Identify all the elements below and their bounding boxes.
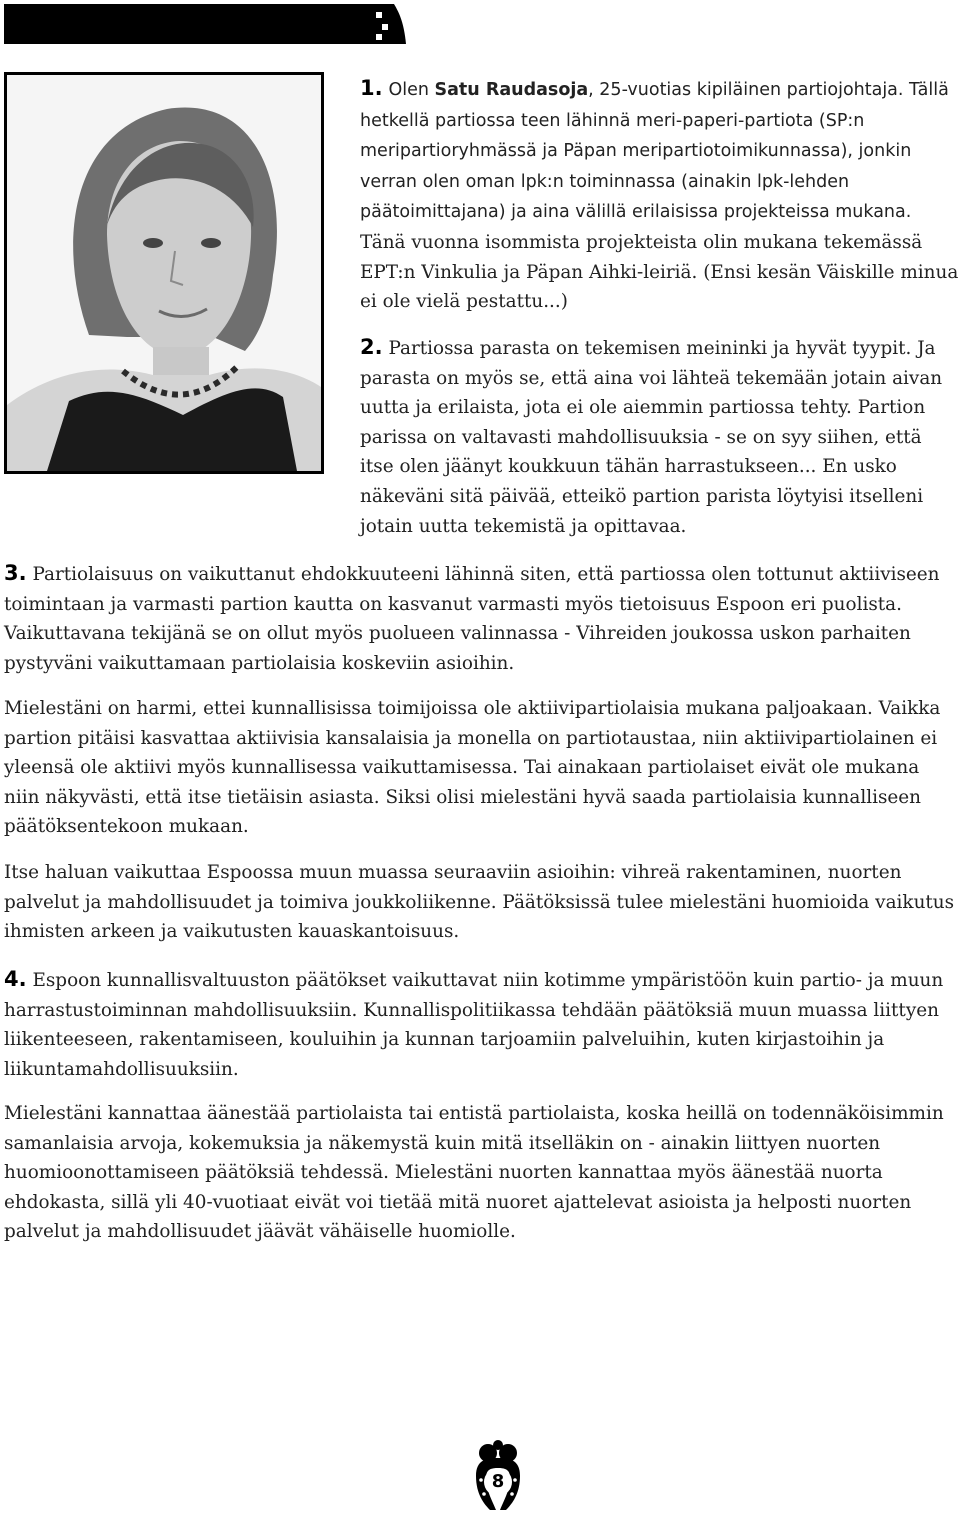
header-bar [4, 4, 372, 44]
question-number-1: 1. [360, 76, 383, 100]
answer-2-text: Partiossa parasta on tekemisen meininki ja hyvät tyypit. Ja parasta on myös se, että aina voi lähteä tekemään jotain aivan uutta ja erilaista, jota ei ole aiemmin partiossa tehty. Partion parissa on valtavasti mahdollisuuksia - se on syy siihen, että itse olen jäänyt koukkuun tähän harrastukseen... En usko näkeväni sitä päivää, etteikö partion parista löytyisi itselleni jotain uutta tekemistä ja opittavaa. [360, 338, 943, 537]
answer-4-text-1: Espoon kunnallisvaltuuston päätökset vaikuttavat niin kotimme ympäristöön kuin partio- ja muun harrastustoiminnan mahdollisuuksiin. Kunnallispolitiikassa tehdään päätöksiä muun muassa liittyen liikenteeseen, rakentamiseen, kouluihin ja kunnan tarjoamiin palveluihin, kuten kirjastoihin ja liikuntamahdollisuuksiin. [4, 970, 944, 1080]
answer-1-paragraph [360, 74, 960, 317]
answer-2-paragraph [360, 333, 960, 541]
checkered-ornament-icon [370, 4, 410, 44]
answer-3-text-1: Partiolaisuus on vaikuttanut ehdokkuuteeni lähinnä siten, että partiossa olen tottunut aktiiviseen toimintaan ja varmasti partion kautta on kasvanut varmasti myös tietoisuus Espoon eri puolista. Vaikuttavana tekijänä se on ollut myös puolueen valinnassa - Vihreiden joukossa uskon parhaiten pystyväni vaikuttamaan partiolaisia koskeviin asioihin. [4, 564, 940, 674]
answer-4-paragraph-2: Mielestäni kannattaa äänestää partiolaista tai entistä partiolaista, koska heillä on todennäköisimmin samanlaisia arvoja, kokemuksia ja näkemystä kuin mitä itselläkin on - ainakin liittyen nuorten huomioonottamiseen päätöksiä tehdessä. Mielestäni nuorten kannattaa myös äänestää nuorta ehdokasta, sillä yli 40-vuotiaat eivät voi tietää mitä nuoret ajattelevat asioista ja helposti nuorten palvelut ja mahdollisuudet jäävät vähäiselle huomiolle. [4, 1103, 944, 1243]
answer-3-paragraph-3: Itse haluan vaikuttaa Espoossa muun muassa seuraaviin asioihin: vihreä rakentaminen, nuorten palvelut ja mahdollisuudet ja toimiva joukkoliikenne. Päätöksissä tulee mielestäni huomioida vaikutus ihmisten arkeen ja vaikutusten kauaskantoisuus. [4, 862, 955, 943]
portrait-photo [4, 72, 324, 474]
answer-3-paragraph-1 [4, 559, 960, 678]
answer-4-paragraph-1 [4, 965, 960, 1084]
answer-1-body: Tänä vuonna isommista projekteista olin mukana tekemässä EPT:n Vinkulia ja Päpan Aihki-leiriä. (Ensi kesän Väiskille minua ei ole vielä pestattu...) [360, 231, 959, 313]
page-number: 8 [491, 1471, 505, 1492]
answer-1-lead: Olen [388, 80, 435, 100]
portrait-illustration [7, 75, 321, 471]
answer-1-lead-rest: , 25-vuotias kipiläinen partiojohtaja. Tällä hetkellä partiossa teen lähinnä meri-paperi-partiota (SP:n meripartioryhmässä ja Päpan meripartiotoimikunnassa), jonkin verran olen oman lpk:n toiminnassa (ainakin lpk-lehden päätoimittajana) ja aina välillä erilaisissa projekteissa mukana. [360, 80, 949, 223]
question-number-3: 3. [4, 561, 27, 585]
candidate-name: Satu Raudasoja [434, 80, 589, 100]
answer-3-paragraph-2: Mielestäni on harmi, ettei kunnallisissa toimijoissa ole aktiivipartiolaisia mukana paljoakaan. Vaikka partion pitäisi kasvattaa aktiivisia kansalaisia ja monella on partiotaustaa, niin aktiivipartiolainen ei yleensä ole aktiivi myös kunnallisessa vaikuttamisessa. Tai ainakaan partiolaiset eivät ole mukana niin näkyvästi, että itse tietäisin asiasta. Siksi olisi mielestäni hyvä saada partiolaisia kunnalliseen päätöksentekoon mukaan. [4, 698, 941, 838]
question-number-2: 2. [360, 335, 383, 359]
question-number-4: 4. [4, 967, 27, 991]
